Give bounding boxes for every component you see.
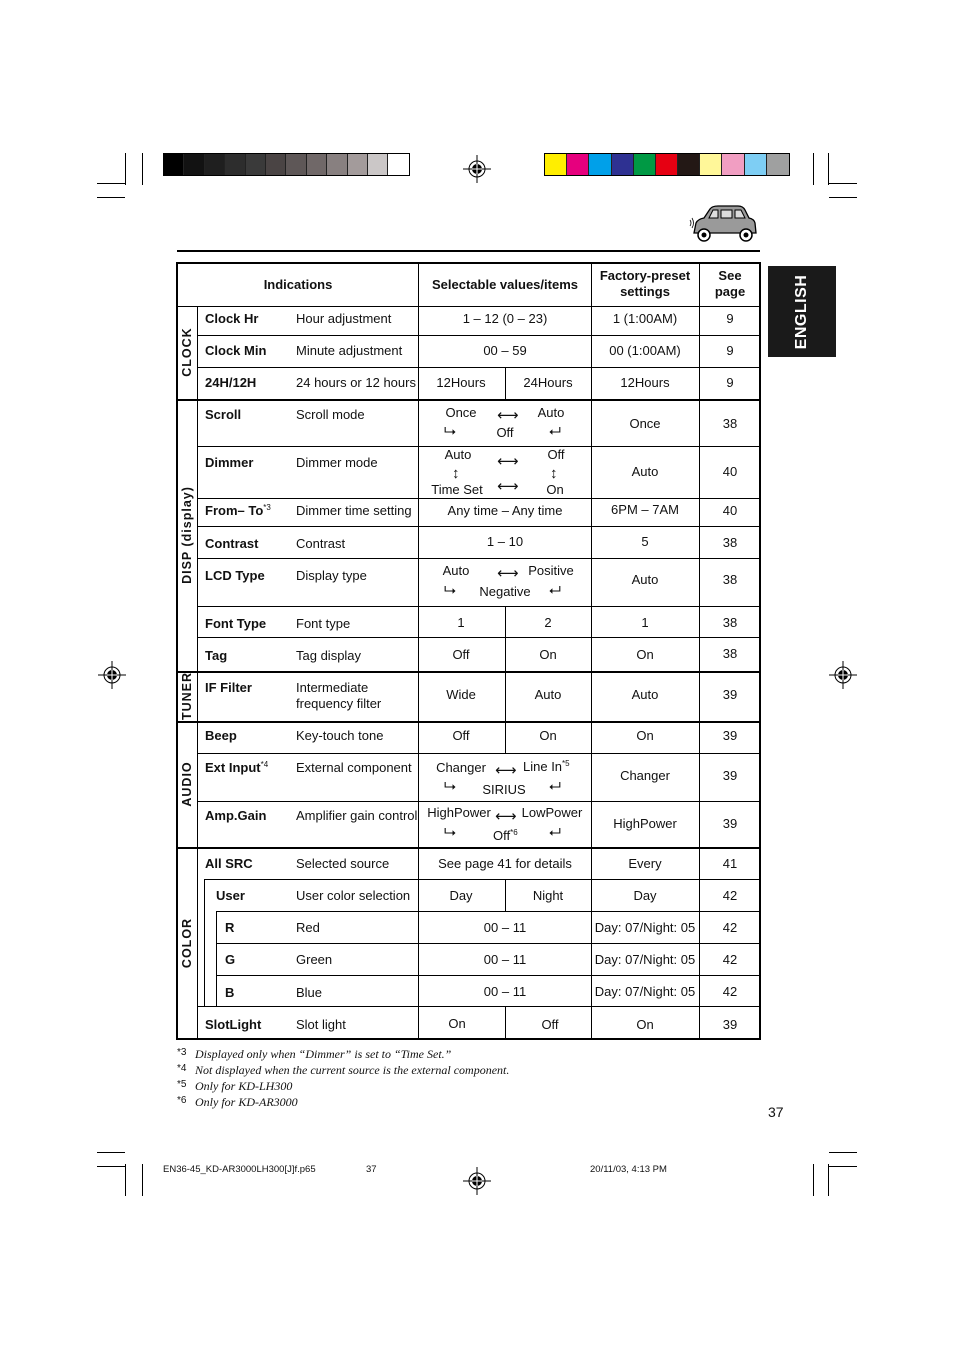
row-value-2: On	[539, 728, 557, 743]
cycle-value: Positive	[528, 563, 574, 578]
row-divider	[216, 943, 761, 944]
row-divider	[197, 606, 761, 607]
row-values: See page 41 for details	[438, 856, 572, 871]
row-page: 39	[722, 728, 738, 743]
row-values: 00 – 59	[483, 343, 527, 358]
row-divider	[197, 558, 761, 559]
registration-mark-icon	[463, 155, 491, 183]
row-name: G	[225, 952, 236, 967]
row-preset: 00 (1:00AM)	[609, 343, 681, 358]
header-factory-line2: settings	[620, 284, 670, 299]
turn-down-right-icon: ⮡	[444, 582, 457, 599]
row-name: Scroll	[205, 407, 242, 422]
turn-up-left-icon: ⮠	[549, 423, 562, 440]
footnote-mark: *4	[177, 1063, 187, 1074]
row-preset: 6PM – 7AM	[611, 502, 679, 517]
row-page: 9	[726, 343, 734, 358]
footnote-ref: *3	[263, 503, 271, 512]
row-name: Clock Min	[205, 343, 267, 358]
color-swatch	[164, 154, 184, 175]
row-name: 24H/12H	[205, 375, 257, 390]
row-divider	[197, 637, 761, 638]
row-divider	[216, 975, 761, 976]
footnote-ref: *4	[260, 760, 269, 769]
row-desc: Green	[296, 952, 333, 967]
turn-up-left-icon: ⮠	[549, 582, 562, 599]
header-see-line2: page	[714, 284, 746, 299]
color-swatch	[767, 154, 789, 175]
row-preset: Day	[633, 888, 657, 903]
col-divider	[418, 262, 419, 1040]
row-desc: Blue	[296, 985, 323, 1000]
row-value-1: Off	[452, 647, 470, 662]
crop-mark	[829, 183, 857, 184]
row-preset: 12Hours	[620, 375, 670, 390]
footnote-mark: *6	[177, 1095, 187, 1106]
turn-down-right-icon: ⮡	[444, 423, 457, 440]
row-preset: On	[636, 647, 654, 662]
cycle-value-text: Line In	[523, 759, 563, 774]
row-page: 38	[722, 572, 738, 587]
turn-down-right-icon: ⮡	[444, 824, 457, 841]
color-swatch	[567, 154, 589, 175]
row-desc: Scroll mode	[296, 407, 365, 422]
indent-divider	[204, 879, 205, 1006]
color-swatch	[286, 154, 306, 175]
color-swatch	[307, 154, 327, 175]
cycle-value	[523, 759, 570, 775]
turn-up-left-icon: ⮠	[549, 778, 562, 795]
row-divider	[204, 879, 761, 880]
row-desc: External component	[296, 760, 412, 775]
header-selectable: Selectable values/items	[432, 277, 578, 292]
crop-mark	[828, 153, 829, 185]
cycle-value: On	[546, 482, 564, 497]
header-indications: Indications	[263, 277, 333, 292]
row-values: 1 – 12 (0 – 23)	[462, 311, 548, 326]
indent-divider	[216, 911, 217, 1006]
header-factory-line1: Factory-preset	[599, 268, 691, 283]
color-swatch	[184, 154, 204, 175]
row-value-2: Auto	[534, 687, 562, 702]
row-value-2: 2	[544, 615, 552, 630]
row-name: User	[216, 888, 245, 903]
row-divider	[216, 911, 761, 912]
row-name: LCD Type	[205, 568, 265, 583]
row-page: 39	[722, 1017, 738, 1032]
double-arrow-icon: ⟷	[495, 808, 517, 825]
color-swatch	[266, 154, 286, 175]
up-down-arrow-icon: ↕	[452, 465, 460, 482]
process-color-bar	[544, 153, 790, 176]
row-desc: Red	[296, 920, 320, 935]
row-page: 39	[722, 816, 738, 831]
cycle-value-text: Off	[493, 828, 511, 843]
slug-filename: EN36-45_KD-AR3000LH300[J]f.p65	[163, 1164, 316, 1175]
crop-mark	[829, 1166, 857, 1167]
cycle-value: Time Set	[431, 482, 483, 497]
color-swatch	[634, 154, 656, 175]
slug-date: 20/11/03, 4:13 PM	[590, 1164, 667, 1175]
language-tab	[768, 266, 836, 357]
row-preset: On	[636, 1017, 654, 1032]
row-desc: Dimmer time setting	[296, 503, 412, 518]
row-values: 00 – 11	[483, 920, 527, 935]
row-value-1: On	[448, 1016, 466, 1031]
row-page: 42	[722, 920, 738, 935]
row-preset: 1	[641, 615, 649, 630]
crop-mark	[97, 1152, 125, 1153]
row-divider	[197, 801, 761, 802]
registration-mark-icon	[463, 1167, 491, 1195]
row-page: 42	[722, 952, 738, 967]
row-desc: User color selection	[296, 888, 411, 903]
color-swatch	[700, 154, 722, 175]
row-page: 40	[722, 503, 738, 518]
row-divider	[197, 335, 761, 336]
crop-mark	[828, 1164, 829, 1196]
row-name: Clock Hr	[205, 311, 259, 326]
cycle-value: Changer	[436, 760, 486, 775]
row-page: 42	[722, 984, 738, 999]
row-value-2: 24Hours	[523, 375, 573, 390]
row-value-1: 12Hours	[436, 375, 486, 390]
row-values: 1 – 10	[486, 534, 524, 549]
row-desc: Contrast	[296, 536, 346, 551]
row-page: 42	[722, 888, 738, 903]
row-value-1: Day	[449, 888, 473, 903]
double-arrow-icon: ⟷	[495, 762, 517, 779]
cycle-value: LowPower	[521, 805, 583, 820]
row-name: Amp.Gain	[205, 808, 267, 823]
row-page: 41	[722, 856, 738, 871]
row-name: Contrast	[205, 536, 259, 551]
registration-mark-icon	[829, 661, 857, 689]
row-values: Any time – Any time	[447, 503, 563, 518]
value-split	[505, 367, 506, 399]
row-preset: Changer	[620, 768, 670, 783]
row-preset: 1 (1:00AM)	[612, 311, 678, 326]
row-preset: Once	[629, 416, 661, 431]
registration-mark-icon	[98, 661, 126, 689]
row-name: B	[225, 985, 235, 1000]
row-preset: HighPower	[613, 816, 677, 831]
header-see-line1: See	[718, 268, 742, 283]
crop-mark	[142, 153, 143, 185]
row-divider	[197, 1006, 761, 1007]
row-preset: Day: 07/Night: 05	[594, 920, 696, 935]
row-page: 38	[722, 535, 738, 550]
color-swatch	[348, 154, 368, 175]
row-name: All SRC	[205, 856, 253, 871]
row-name-text: From– To	[205, 503, 264, 518]
row-desc: Minute adjustment	[296, 343, 403, 358]
row-value-1: Wide	[446, 687, 476, 702]
double-arrow-icon: ⟷	[497, 565, 519, 582]
group-label-disp: DISP (display)	[180, 486, 194, 584]
color-swatch	[722, 154, 744, 175]
row-preset: Every	[628, 856, 662, 871]
cycle-value: Auto	[537, 405, 565, 420]
value-split	[505, 1006, 506, 1040]
row-page: 38	[722, 416, 738, 431]
row-name-text: Ext Input	[205, 760, 261, 775]
row-name	[205, 760, 268, 776]
row-desc: frequency filter	[296, 696, 382, 711]
row-divider	[176, 306, 761, 307]
color-swatch	[745, 154, 767, 175]
group-rule	[176, 671, 761, 673]
row-page: 39	[722, 687, 738, 702]
row-preset: Day: 07/Night: 05	[594, 952, 696, 967]
row-preset: 5	[641, 534, 649, 549]
row-name: Tag	[205, 648, 228, 663]
row-values: 00 – 11	[483, 952, 527, 967]
header-rule	[177, 250, 760, 252]
footnote-text: Not displayed when the current source is the external component.	[195, 1063, 510, 1077]
footnote-mark: *5	[177, 1079, 187, 1090]
color-swatch	[205, 154, 225, 175]
row-desc: Display type	[296, 568, 367, 583]
row-value-2: Off	[541, 1017, 559, 1032]
value-split	[505, 721, 506, 753]
crop-mark	[125, 153, 126, 185]
cycle-value: SIRIUS	[482, 782, 526, 797]
group-rule	[176, 721, 761, 723]
color-swatch	[327, 154, 347, 175]
color-swatch	[612, 154, 634, 175]
row-divider	[197, 367, 761, 368]
row-value-2: On	[539, 647, 557, 662]
slug-page: 37	[366, 1164, 377, 1175]
group-label-color: COLOR	[180, 917, 194, 969]
crop-mark	[813, 1164, 814, 1196]
value-split	[505, 879, 506, 911]
crop-mark	[125, 1164, 126, 1196]
row-page: 9	[726, 311, 734, 326]
color-swatch	[589, 154, 611, 175]
footnote	[177, 1095, 298, 1110]
row-page: 39	[722, 768, 738, 783]
row-preset: Auto	[631, 464, 659, 479]
color-swatch	[368, 154, 388, 175]
color-swatch	[656, 154, 678, 175]
color-swatch	[545, 154, 567, 175]
crop-mark	[829, 197, 857, 198]
double-arrow-icon: ⟷	[497, 407, 519, 424]
group-rule	[176, 399, 761, 401]
cycle-value: HighPower	[427, 805, 491, 820]
group-label-clock: CLOCK	[180, 327, 194, 377]
cycle-value: Negative	[479, 584, 531, 599]
row-desc: Hour adjustment	[296, 311, 392, 326]
row-preset: Auto	[631, 572, 659, 587]
row-value-2: Night	[532, 888, 564, 903]
row-divider	[197, 446, 761, 447]
row-name	[205, 503, 271, 519]
crop-mark	[813, 153, 814, 185]
color-swatch	[225, 154, 245, 175]
car-icon	[688, 203, 760, 245]
row-desc: Key-touch tone	[296, 728, 384, 743]
row-desc: Slot light	[296, 1017, 346, 1032]
row-divider	[197, 498, 761, 499]
turn-down-right-icon: ⮡	[444, 778, 457, 795]
row-name: Font Type	[205, 616, 267, 631]
row-preset: Auto	[631, 687, 659, 702]
row-page: 40	[722, 464, 738, 479]
row-preset: Day: 07/Night: 05	[594, 984, 696, 999]
row-desc: 24 hours or 12 hours	[296, 375, 416, 390]
footnote-text: Only for KD-LH300	[195, 1079, 293, 1093]
page-number: 37	[768, 1104, 784, 1120]
footnote	[177, 1079, 293, 1094]
group-label-audio: AUDIO	[180, 761, 194, 807]
row-divider	[197, 753, 761, 754]
row-page: 9	[726, 375, 734, 390]
row-values: 00 – 11	[483, 984, 527, 999]
row-value-1: 1	[457, 615, 465, 630]
row-name: Beep	[205, 728, 237, 743]
row-preset: On	[636, 728, 654, 743]
footnote-ref: *6	[510, 828, 518, 837]
value-split	[505, 606, 506, 721]
footnote-mark: *3	[177, 1047, 187, 1058]
row-desc: Font type	[296, 616, 351, 631]
group-label-tuner: TUNER	[180, 671, 194, 721]
cycle-value: Auto	[444, 447, 472, 462]
cycle-value: Off	[547, 447, 565, 462]
row-name: IF Filter	[205, 680, 252, 695]
col-divider	[591, 262, 592, 1040]
row-desc: Dimmer mode	[296, 455, 378, 470]
language-tab-label: ENGLISH	[793, 274, 810, 349]
group-divider	[197, 306, 198, 1040]
crop-mark	[829, 1152, 857, 1153]
footnote-text: Only for KD-AR3000	[195, 1095, 298, 1109]
footnote-ref: *5	[562, 759, 570, 768]
double-arrow-icon: ⟷	[497, 478, 519, 495]
row-desc: Selected source	[296, 856, 390, 871]
crop-mark	[97, 1166, 125, 1167]
row-desc: Amplifier gain control	[296, 808, 418, 823]
row-desc: Intermediate	[296, 680, 369, 695]
double-arrow-icon: ⟷	[497, 453, 519, 470]
cycle-value: Auto	[442, 563, 470, 578]
crop-mark	[142, 1164, 143, 1196]
color-swatch	[246, 154, 266, 175]
row-name: SlotLight	[205, 1017, 262, 1032]
row-name: Dimmer	[205, 455, 254, 470]
color-swatch	[388, 154, 408, 175]
cycle-value: Off	[496, 425, 514, 440]
footnote	[177, 1063, 510, 1078]
up-down-arrow-icon: ↕	[550, 465, 558, 482]
cycle-value	[493, 828, 518, 844]
row-value-1: Off	[452, 728, 470, 743]
footnote-text: Displayed only when “Dimmer” is set to “Time Set.”	[195, 1047, 452, 1061]
row-page: 38	[722, 615, 738, 630]
row-name: R	[225, 920, 235, 935]
turn-up-left-icon: ⮠	[549, 824, 562, 841]
row-desc: Tag display	[296, 648, 362, 663]
row-page: 38	[722, 646, 738, 661]
crop-mark	[97, 197, 125, 198]
cycle-value: Once	[445, 405, 477, 420]
row-divider	[197, 526, 761, 527]
footnote	[177, 1047, 452, 1062]
crop-mark	[97, 183, 125, 184]
grayscale-color-bar	[163, 153, 410, 176]
col-divider	[699, 262, 700, 1040]
group-rule	[176, 847, 761, 849]
color-swatch	[678, 154, 700, 175]
